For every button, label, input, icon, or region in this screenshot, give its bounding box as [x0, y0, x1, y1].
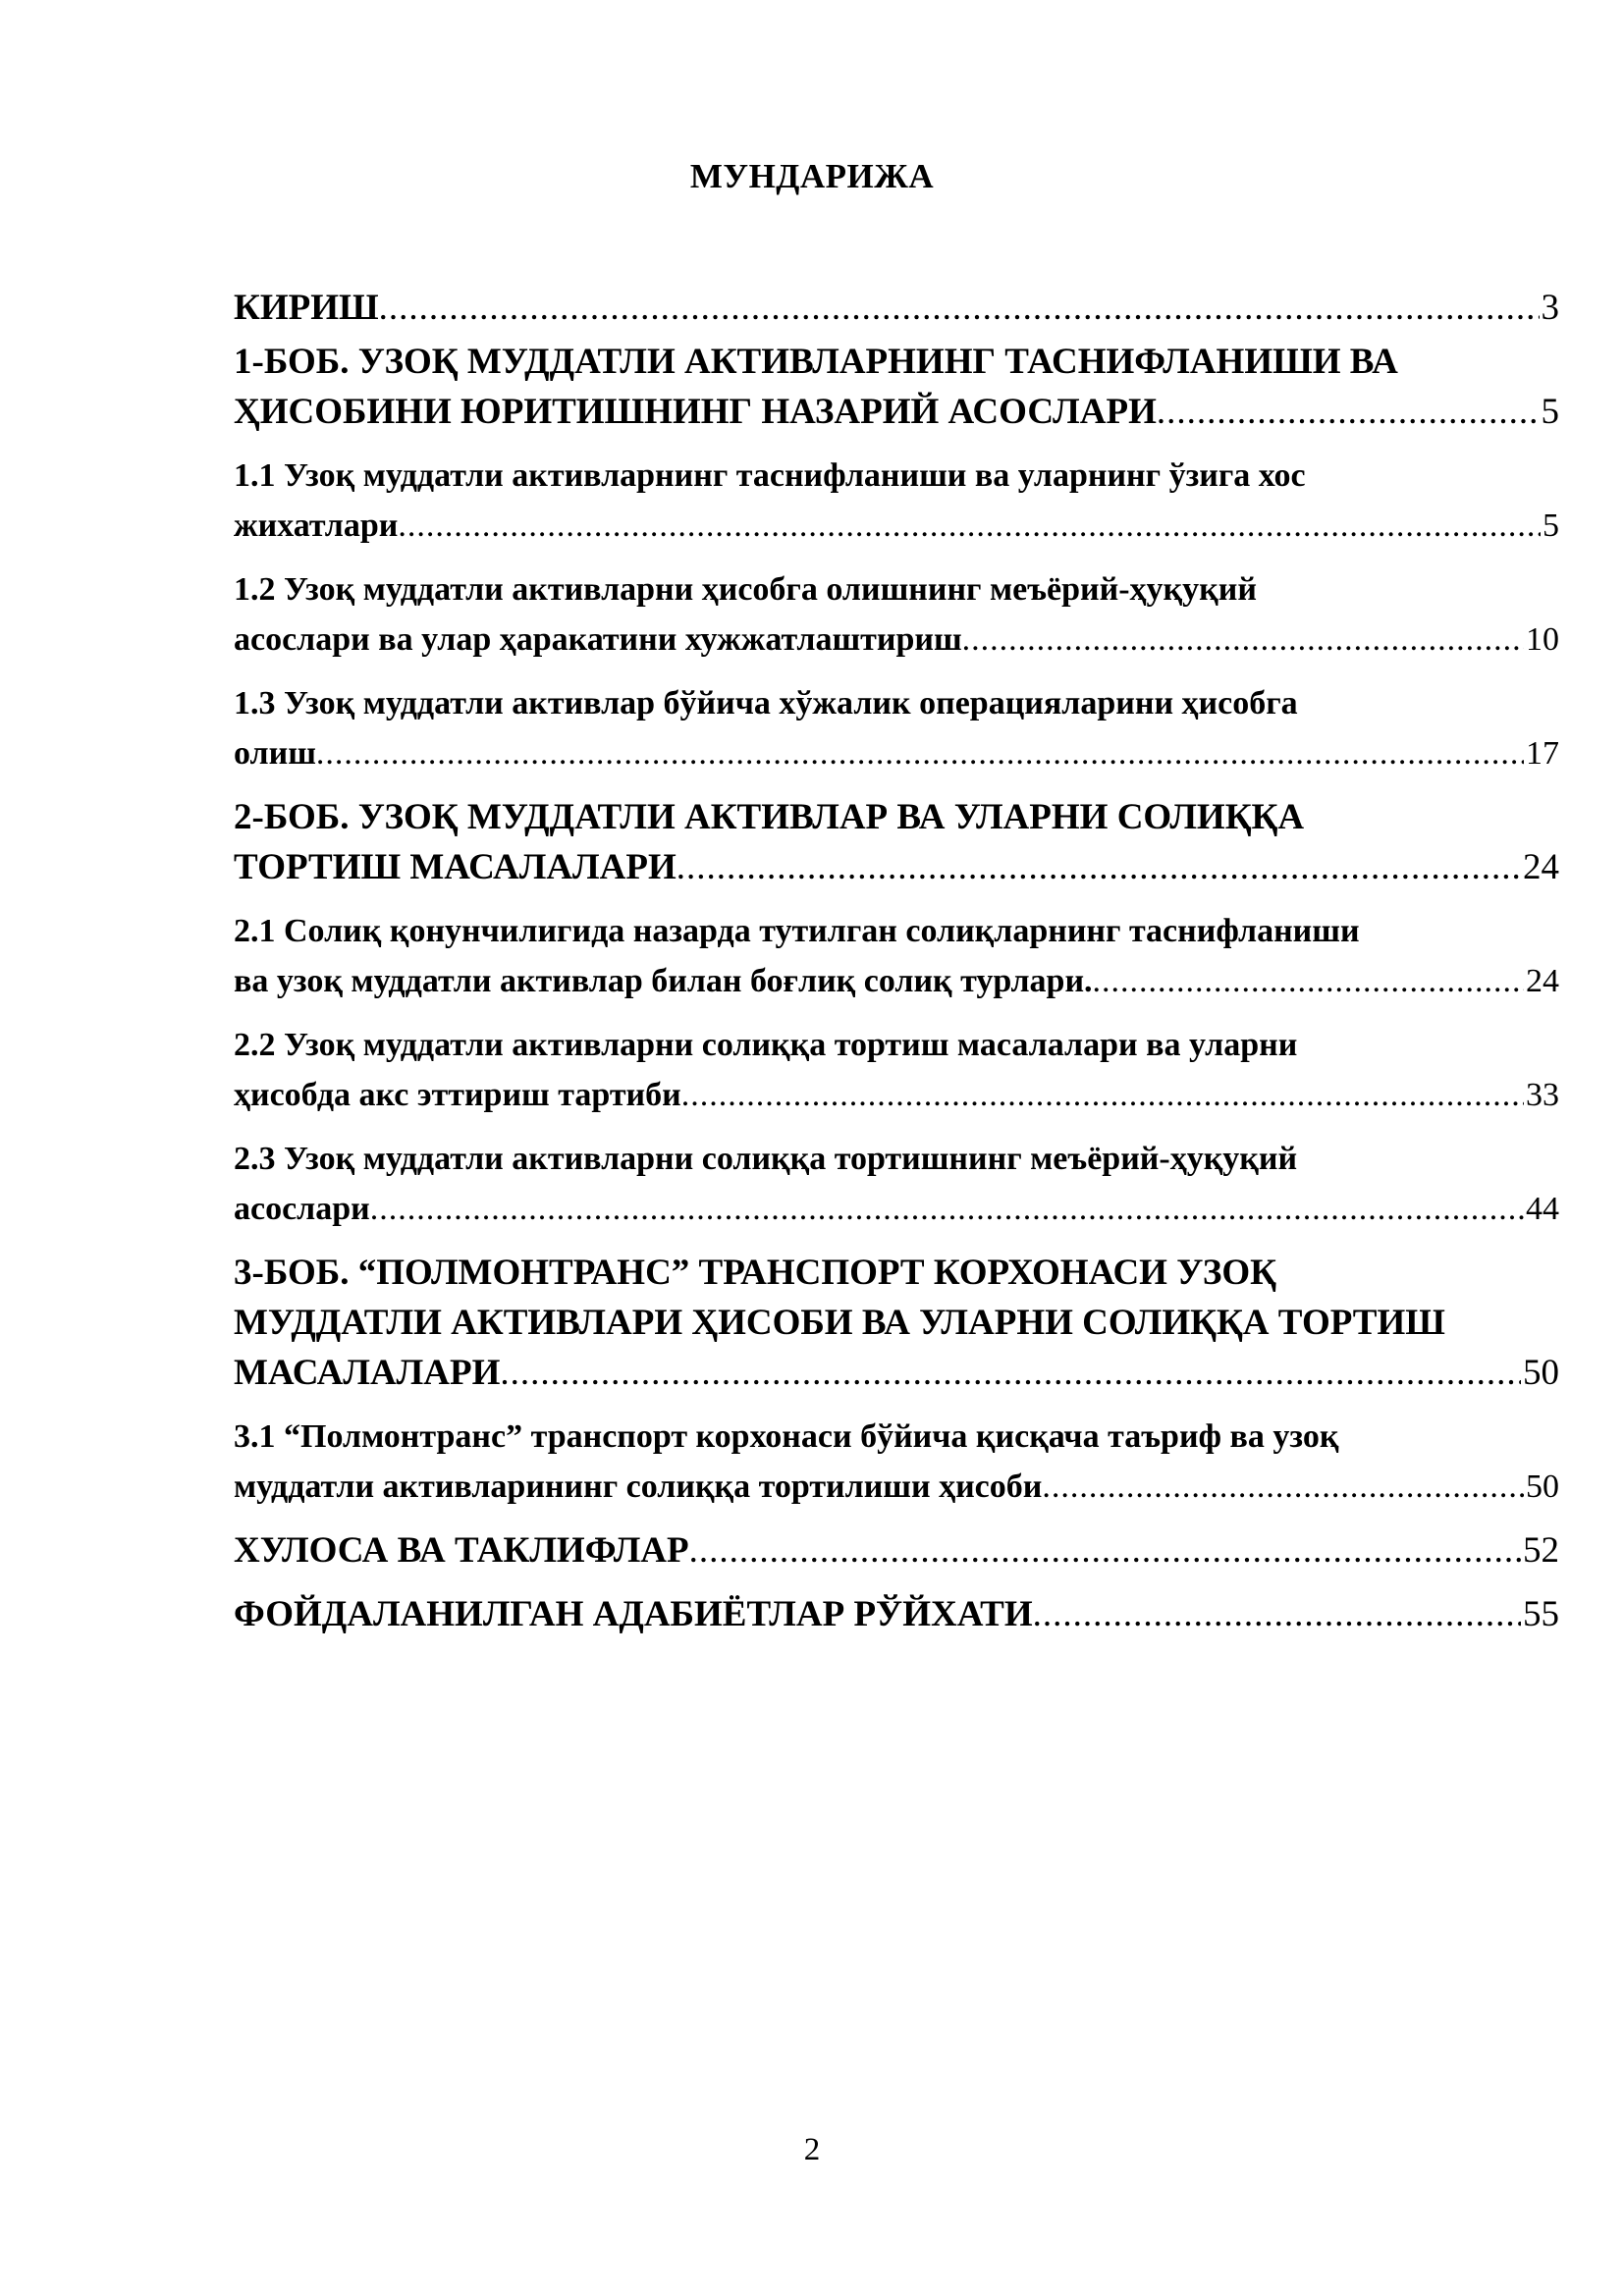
- page-number: 2: [803, 2132, 821, 2167]
- toc-entry-title: КИРИШ: [234, 288, 379, 328]
- dot-leader: [689, 1525, 1521, 1575]
- toc-page-number: 50: [1523, 1353, 1559, 1393]
- toc-entry-title-line: 1.2 Узоқ муддатли активларни ҳисобга олишнинг меъёрий-ҳуқуқий: [234, 571, 1257, 608]
- dot-leader: [681, 1070, 1524, 1120]
- toc-page-number: 3: [1541, 288, 1559, 328]
- toc-entry-chapter-1[interactable]: [234, 337, 1559, 437]
- toc-entry-title: ХУЛОСА ВА ТАКЛИФЛАР: [234, 1530, 689, 1571]
- toc-page-number: 24: [1526, 963, 1559, 999]
- toc-entry-section-1-3[interactable]: [234, 678, 1559, 778]
- dot-leader: [677, 842, 1521, 892]
- toc-page-number: 52: [1523, 1530, 1559, 1571]
- toc-entry-title: муддатли активларининг солиққа тортилиши ҳисоби: [234, 1468, 1043, 1505]
- toc-entry-section-3-1[interactable]: [234, 1412, 1559, 1512]
- toc-entry-introduction[interactable]: [234, 283, 1559, 333]
- toc-entry-title: олиш: [234, 735, 316, 772]
- toc-entry-title-line: 3.1 “Полмонтранс” транспорт корхонаси бўйича қисқача таъриф ва узоқ: [234, 1418, 1339, 1455]
- toc-heading: МУНДАРИЖА: [689, 157, 935, 195]
- toc-page-number: 5: [1541, 392, 1559, 432]
- dot-leader: [1042, 1462, 1524, 1512]
- toc-entry-title-line: 2.1 Солиқ қонунчилигида назарда тутилган солиқларнинг таснифланиши: [234, 913, 1360, 949]
- toc-entry-chapter-3[interactable]: [234, 1248, 1559, 1398]
- toc-page-number: 10: [1526, 621, 1559, 658]
- toc-entry-title-line: 3-БОБ. “ПОЛМОНТРАНС” ТРАНСПОРТ КОРХОНАСИ УЗОҚ: [234, 1253, 1277, 1293]
- toc-page-number: 55: [1523, 1594, 1559, 1634]
- dot-leader: [500, 1348, 1521, 1398]
- toc-entry-title-line: 1.1 Узоқ муддатли активларнинг таснифланиши ва уларнинг ўзига хос: [234, 457, 1306, 494]
- toc-entry-title-line: МУДДАТЛИ АКТИВЛАРИ ҲИСОБИ ВА УЛАРНИ СОЛИҚҚА ТОРТИШ: [234, 1303, 1445, 1343]
- toc-entry-title-line: 1-БОБ. УЗОҚ МУДДАТЛИ АКТИВЛАРНИНГ ТАСНИФЛАНИШИ ВА: [234, 342, 1398, 382]
- toc-entry-bibliography[interactable]: [234, 1589, 1559, 1639]
- toc-entry-title: ҳисобда акс эттириш тартиби: [234, 1077, 681, 1113]
- toc-entry-title: ФОЙДАЛАНИЛГАН АДАБИЁТЛАР РЎЙХАТИ: [234, 1594, 1033, 1634]
- toc-entry-title-line: 2.3 Узоқ муддатли активларни солиққа тортишнинг меъёрий-ҳуқуқий: [234, 1141, 1298, 1177]
- table-of-contents: [234, 283, 1559, 1639]
- dot-leader: [1033, 1589, 1521, 1639]
- dot-leader: [1093, 956, 1524, 1006]
- toc-entry-title: асослари: [234, 1191, 370, 1227]
- toc-page-number: 17: [1526, 735, 1559, 772]
- toc-page-number: 33: [1526, 1077, 1559, 1113]
- toc-entry-chapter-2[interactable]: [234, 792, 1559, 892]
- toc-entry-title: ТОРТИШ МАСАЛАЛАРИ: [234, 847, 677, 887]
- toc-entry-title: ва узоқ муддатли активлар билан боғлиқ солиқ турлари.: [234, 963, 1093, 999]
- dot-leader: [398, 501, 1541, 551]
- toc-entry-title-line: 2-БОБ. УЗОҚ МУДДАТЛИ АКТИВЛАР ВА УЛАРНИ СОЛИҚҚА: [234, 797, 1305, 837]
- dot-leader: [1157, 387, 1540, 437]
- dot-leader: [379, 283, 1540, 333]
- dot-leader: [316, 728, 1524, 778]
- toc-entry-title: асослари ва улар ҳаракатини хужжатлаштириш: [234, 621, 962, 658]
- dot-leader: [962, 614, 1524, 665]
- toc-entry-section-1-2[interactable]: [234, 564, 1559, 665]
- toc-page-number: 24: [1523, 847, 1559, 887]
- toc-entry-title: жихатлари: [234, 507, 399, 544]
- dot-leader: [370, 1184, 1524, 1234]
- toc-entry-section-2-1[interactable]: [234, 906, 1559, 1006]
- toc-page-number: 44: [1526, 1191, 1559, 1227]
- toc-entry-title: МАСАЛАЛАРИ: [234, 1353, 501, 1393]
- toc-entry-title-line: 1.3 Узоқ муддатли активлар бўйича хўжалик операцияларини ҳисобга: [234, 685, 1298, 721]
- toc-entry-section-1-1[interactable]: [234, 451, 1559, 551]
- toc-entry-title-line: 2.2 Узоқ муддатли активларни солиққа тортиш масалалари ва уларни: [234, 1027, 1298, 1063]
- toc-entry-section-2-2[interactable]: [234, 1020, 1559, 1120]
- toc-page-number: 5: [1543, 507, 1559, 544]
- toc-page-number: 50: [1526, 1468, 1559, 1505]
- toc-entry-title: ҲИСОБИНИ ЮРИТИШНИНГ НАЗАРИЙ АСОСЛАРИ: [234, 392, 1157, 432]
- toc-entry-conclusion[interactable]: [234, 1525, 1559, 1575]
- toc-entry-section-2-3[interactable]: [234, 1134, 1559, 1234]
